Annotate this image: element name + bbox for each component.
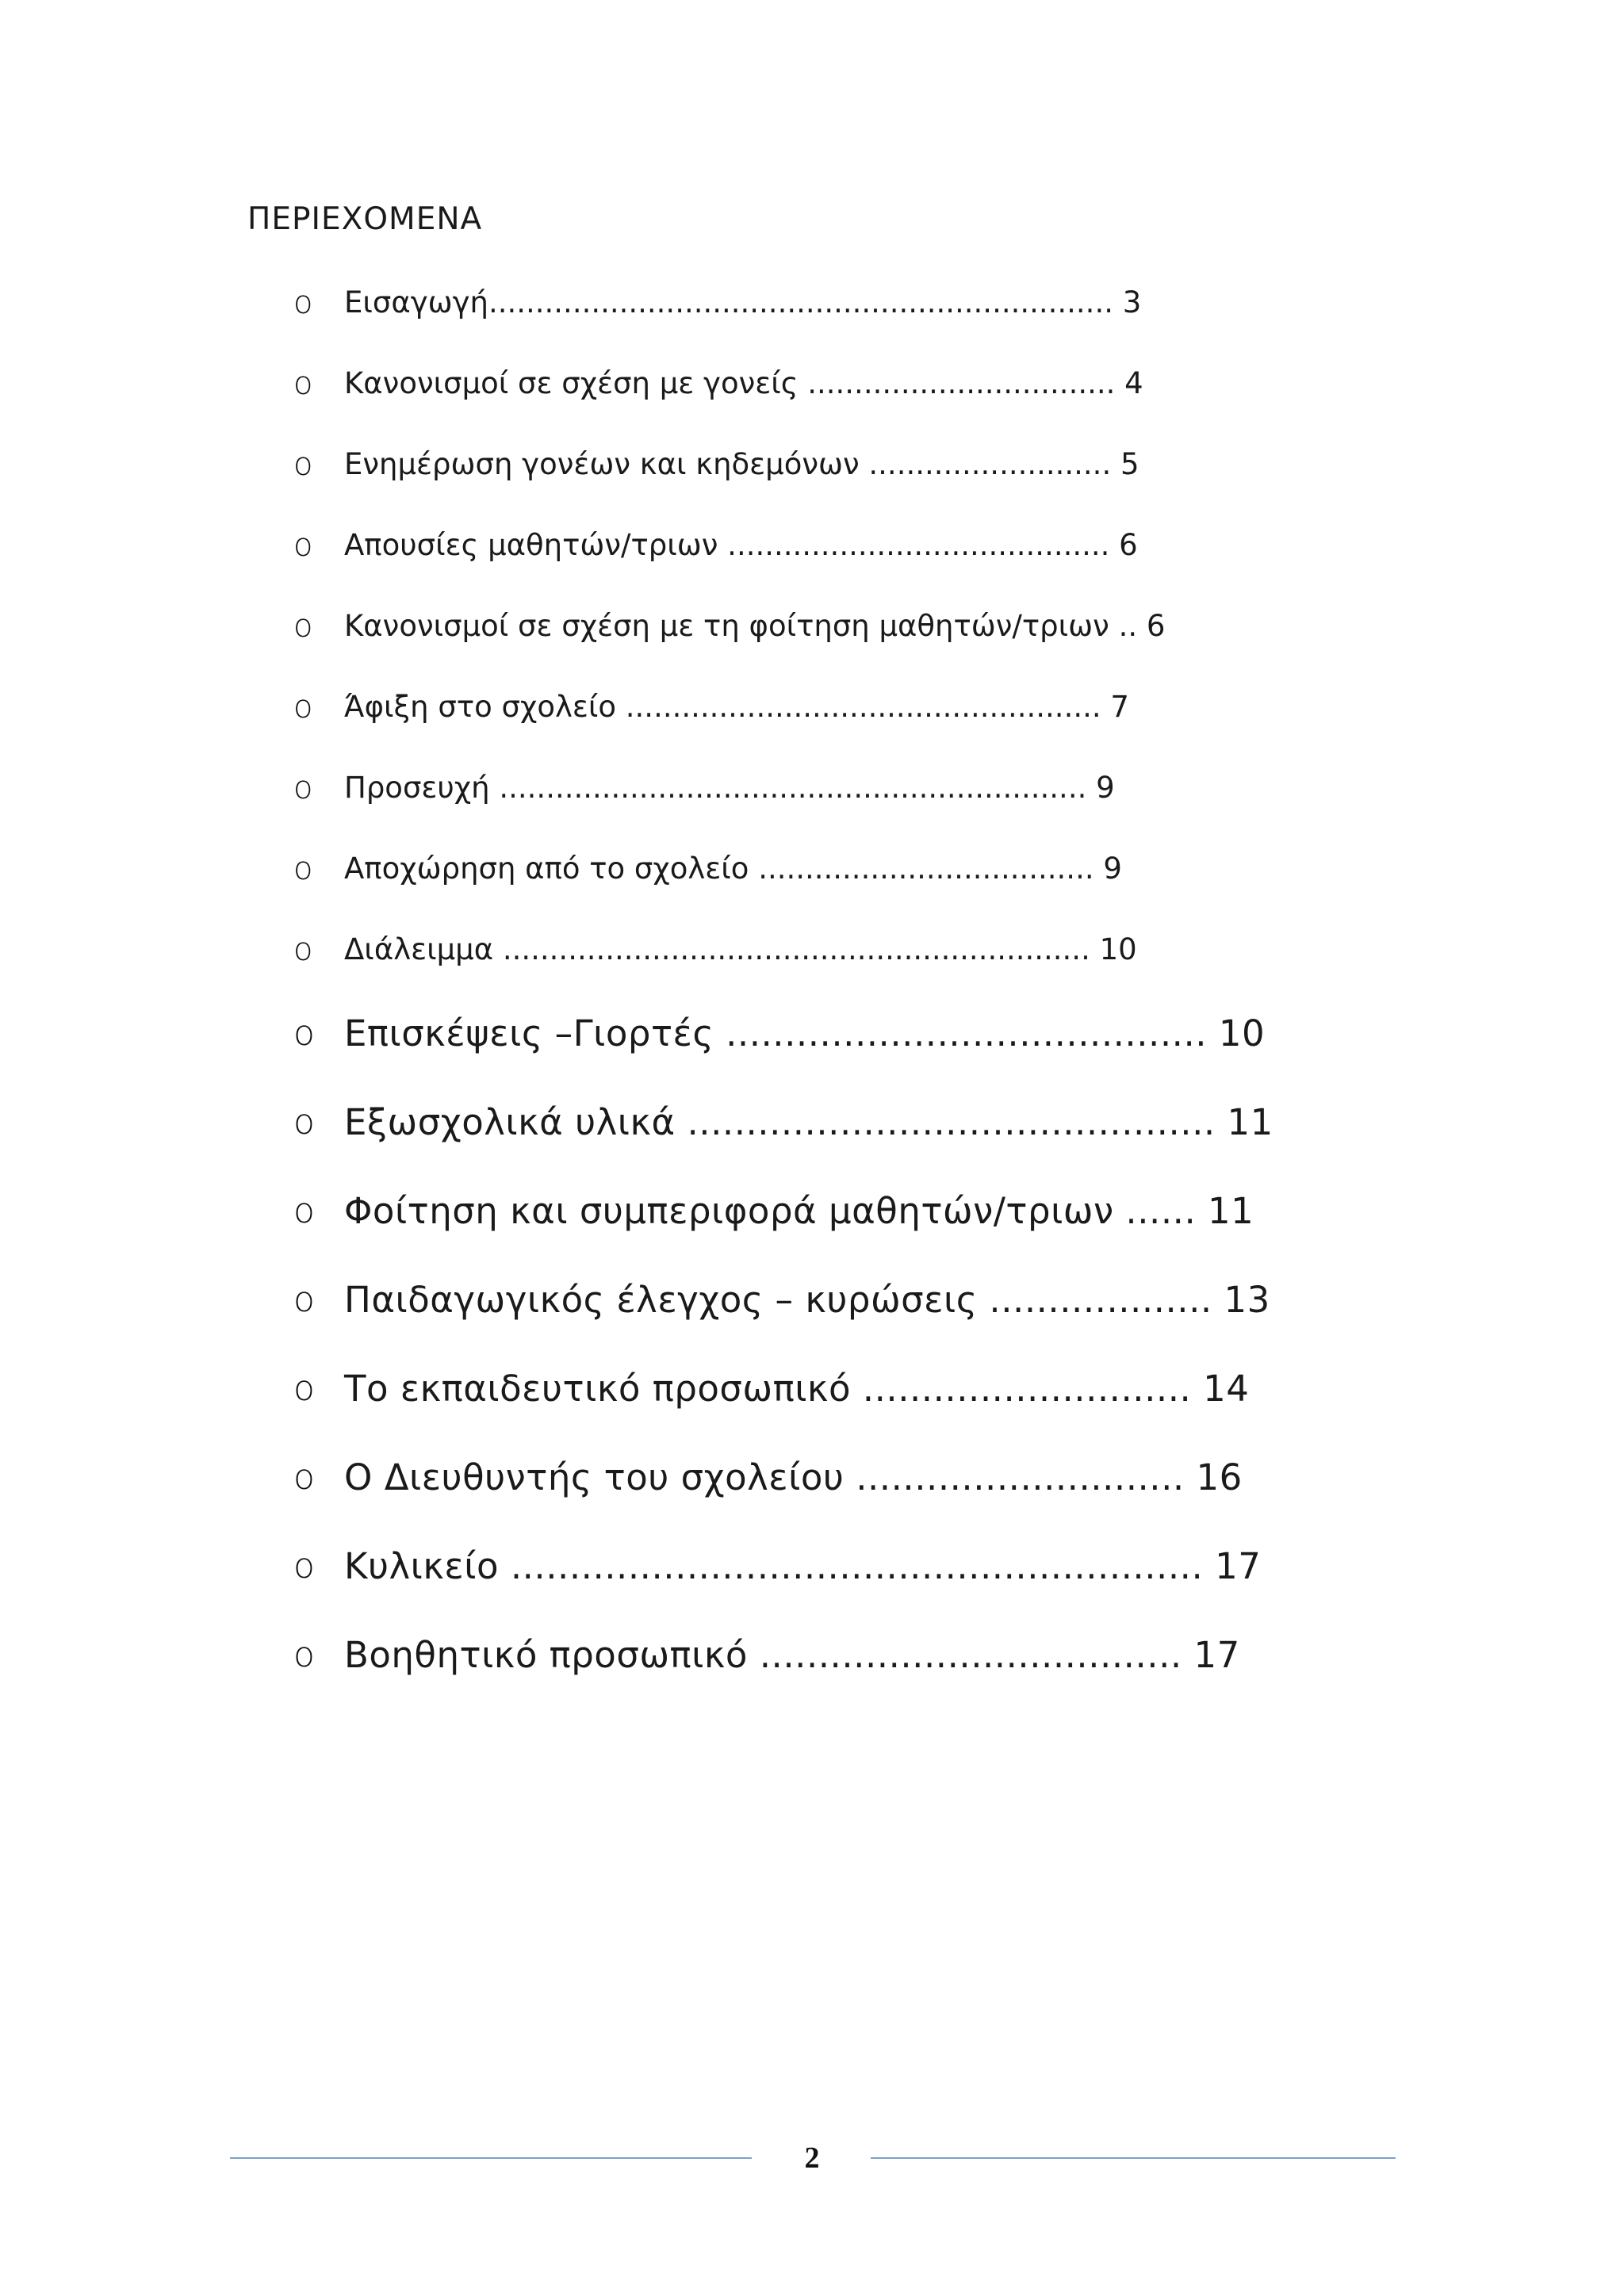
toc-entry-text: Παιδαγωγικός έλεγχος – κυρώσεις ................... 13 [344,1279,1270,1321]
toc-entry-text: Αποχώρηση από το σχολείο .................................... 9 [344,851,1122,886]
bullet-icon: o [293,1102,315,1142]
toc-entry-text: Το εκπαιδευτικό προσωπικό ............................ 14 [344,1368,1250,1410]
toc-entry-text: Ενημέρωση γονέων και κηδεμόνων .......................... 5 [344,447,1139,481]
bullet-icon: o [293,851,313,887]
bullet-icon: o [293,1635,315,1675]
toc-entry-text: Ο Διευθυντής του σχολείου ............................ 16 [344,1456,1243,1498]
bullet-icon: o [293,770,313,806]
bullet-icon: o [293,285,313,321]
bullet-icon: o [293,1368,315,1409]
toc-title: ΠΕΡΙΕΧΟΜΕΝΑ [247,201,483,237]
bullet-icon: o [293,608,313,645]
footer-divider-left [230,2157,752,2159]
bullet-icon: o [293,689,313,725]
bullet-icon: o [293,1280,315,1320]
toc-entry-text: Άφιξη στο σχολείο ................................................... 7 [344,690,1129,724]
toc-entry-text: Εισαγωγή................................................................... 3 [344,285,1142,320]
toc-entry-text: Κυλικείο ........................................................... 17 [344,1545,1262,1587]
toc-entry-text: Εξωσχολικά υλικά ............................................. 11 [344,1101,1274,1143]
bullet-icon: o [293,1013,315,1054]
footer-divider-right [871,2157,1396,2159]
page-number: 2 [804,2141,820,2175]
bullet-icon: o [293,1457,315,1498]
bullet-icon: o [293,932,313,968]
bullet-icon: o [293,446,313,483]
bullet-icon: o [293,1546,315,1586]
bullet-icon: o [293,365,313,402]
bullet-icon: o [293,1191,315,1231]
bullet-icon: o [293,527,313,564]
toc-entry-text: Φοίτηση και συμπεριφορά μαθητών/τριων ...... 11 [344,1190,1254,1232]
toc-entry-text: Προσευχή ............................................................... 9 [344,771,1115,805]
toc-entry-text: Κανονισμοί σε σχέση με γονείς ................................. 4 [344,366,1143,400]
toc-entry-text: Διάλειμμα ............................................................... 10 [344,932,1137,966]
toc-entry-text: Βοηθητικό προσωπικό .................................... 17 [344,1634,1240,1676]
toc-entry-text: Απουσίες μαθητών/τριων ......................................... 6 [344,528,1138,562]
toc-entry-text: Κανονισμοί σε σχέση με τη φοίτηση μαθητών/τριων .. 6 [344,609,1166,643]
toc-entry-text: Επισκέψεις –Γιορτές ......................................... 10 [344,1012,1266,1054]
